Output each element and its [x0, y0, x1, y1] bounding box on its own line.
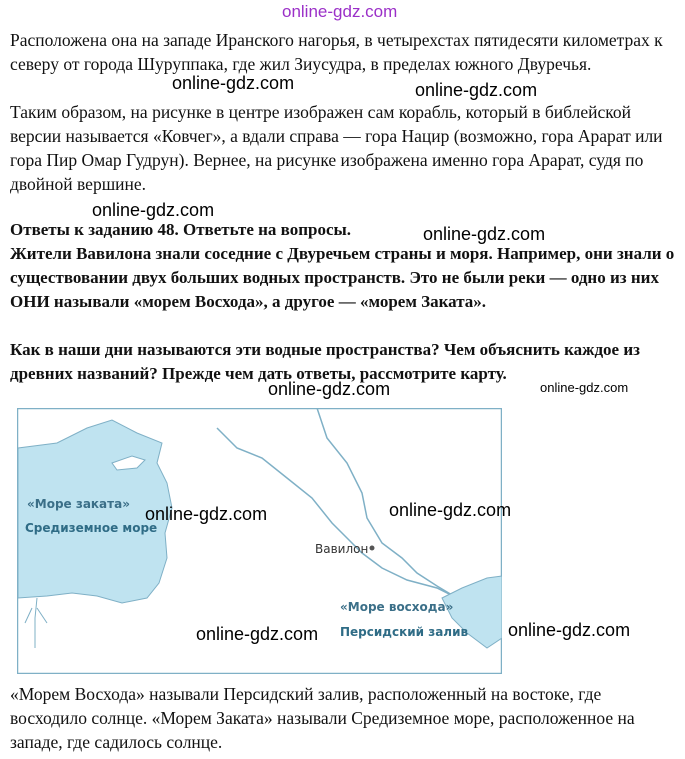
map-label-babylon: Вавилон [315, 542, 369, 556]
task-paragraph-1: Жители Вавилона знали соседние с Двуречьем страны и моря. Например, они знали о существовании двух больших водных пространств. Это не были реки — одно из них ОНИ называли «морем Восхода», а другое — «морем Заката». [10, 244, 675, 311]
intro-paragraph-2: Таким образом, на рисунке в центре изображен сам корабль, который в библейской версии называется «Ковчег», а вдали справа — гора Нацир (возможно, гора Арарат или гора Пир Омар Гудрун). Вернее, на рисунке изображена именно гора Арарат, судя по двойной вершине. [10, 102, 663, 194]
map-label-sea-of-sunrise: «Море восхода» [340, 600, 454, 614]
watermark: online-gdz.com [145, 504, 268, 524]
watermark: online-gdz.com [423, 224, 546, 244]
task-heading: Ответы к заданию 48. Ответьте на вопросы. [10, 220, 352, 239]
watermark: online-gdz.com [540, 380, 629, 395]
task-paragraph-2: Как в наши дни называются эти водные пространства? Чем объяснить каждое из древних названий? Прежде чем дать ответы, рассмотрите карту. [10, 340, 640, 383]
watermark: online-gdz.com [172, 73, 295, 93]
answer-paragraph: «Морем Восхода» называли Персидский залив, расположенный на востоке, где восходило солнце. «Морем Заката» называли Средиземное море, расположенное на западе, где садилось солнце. [10, 684, 635, 752]
map-label-persian-gulf: Персидский залив [340, 625, 469, 639]
map-label-mediterranean: Средиземное море [25, 521, 158, 535]
watermark: online-gdz.com [92, 200, 215, 220]
watermark: online-gdz.com [508, 620, 631, 640]
intro-paragraph-1: Расположена она на западе Иранского нагорья, в четырехстах пятидесяти километрах к северу от города Шуруппака, где жил Зиусудра, в пределах южного Двуречья. [10, 30, 663, 74]
watermark: online-gdz.com [415, 80, 538, 100]
map-label-sea-of-sunset: «Море заката» [27, 497, 130, 511]
watermark: online-gdz.com [268, 379, 391, 399]
babylon-dot [370, 546, 375, 551]
watermark: online-gdz.com [196, 624, 319, 644]
watermark-top: online-gdz.com [282, 2, 398, 21]
watermark: online-gdz.com [389, 500, 512, 520]
